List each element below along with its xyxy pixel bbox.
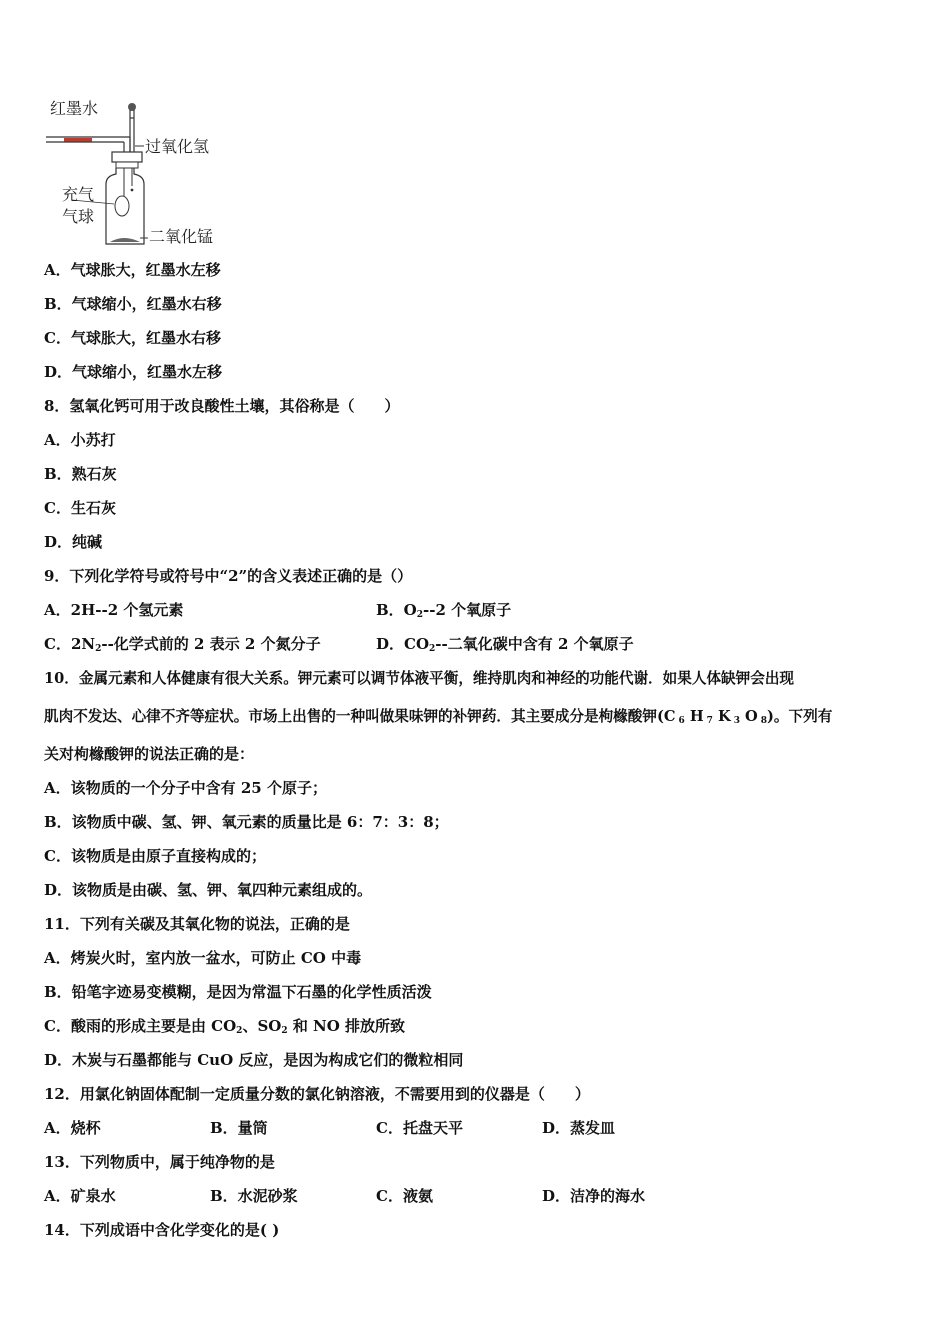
q12-option-b: B．量筒 [210, 1119, 268, 1137]
dropper-bulb [128, 103, 136, 111]
q12-option-a: A．烧杯 [44, 1119, 101, 1137]
q12-option-d: D．蒸发皿 [542, 1119, 616, 1137]
q13-option-b: B．水泥砂浆 [210, 1187, 298, 1205]
q8-option-d: D．纯碱 [44, 533, 103, 551]
q9-options-row-1 [44, 600, 924, 620]
label-red-ink: 红墨水 [50, 99, 99, 118]
q13-option-c: C．液氨 [376, 1187, 433, 1205]
q13-options-row [44, 1186, 924, 1206]
q10-stem-line-1: 10．金属元素和人体健康有很大关系。钾元素可以调节体液平衡，维持肌肉和神经的功能代谢．如果人体缺钾会出现 [44, 670, 795, 687]
q12-option-c: C．托盘天平 [376, 1119, 463, 1137]
q8-option-b: B．熟石灰 [44, 465, 117, 483]
label-hydrogen-peroxide: 过氧化氢 [145, 137, 210, 156]
q8-option-c: C．生石灰 [44, 499, 116, 517]
stopper [112, 152, 142, 162]
q10-stem-line-3: 关对枸橼酸钾的说法正确的是： [44, 745, 255, 763]
q11-option-c: C．酸雨的形成主要是由 $CO_2$、$SO_2$ 和 NO 排放所致 [44, 1017, 406, 1036]
q11-option-a: A．烤炭火时，室内放一盆水，可防止 CO 中毒 [44, 949, 362, 967]
q8-stem: 8．氢氧化钙可用于改良酸性土壤，其俗称是（ ） [44, 397, 400, 415]
q13-stem: 13．下列物质中，属于纯净物的是 [44, 1153, 275, 1171]
q7-option-b: B．气球缩小，红墨水右移 [44, 295, 222, 313]
red-ink-drop [64, 138, 92, 142]
q12-stem: 12．用氯化钠固体配制一定质量分数的氯化钠溶液，不需要用到的仪器是（ ） [44, 1085, 590, 1103]
q7-option-d: D．气球缩小，红墨水左移 [44, 363, 223, 381]
q9-option-a: A．2H--2 个氢元素 [44, 601, 184, 619]
q11-stem: 11．下列有关碳及其氧化物的说法，正确的是 [44, 915, 350, 933]
q9-option-c: C．$2N_2--$化学式前的 2 表示 2 个氮分子 [44, 635, 321, 654]
apparatus-diagram [44, 96, 234, 252]
label-balloon-2: 气球 [62, 207, 95, 226]
q10-option-c: C．该物质是由原子直接构成的； [44, 847, 266, 865]
q14-stem: 14．下列成语中含化学变化的是( ) [44, 1221, 280, 1239]
q9-options-row-2 [44, 634, 924, 654]
q9-option-b: B．$O_2--2$ 个氧原子 [376, 601, 512, 620]
q13-option-d: D．洁净的海水 [542, 1187, 646, 1205]
q13-option-a: A．矿泉水 [44, 1187, 116, 1205]
q9-stem: 9．下列化学符号或符号中“2”的含义表述正确的是（） [44, 567, 413, 585]
label-manganese-dioxide: 二氧化锰 [149, 227, 214, 246]
q10-option-d: D．该物质是由碳、氢、钾、氧四种元素组成的。 [44, 881, 373, 899]
q10-option-b: B．该物质中碳、氢、钾、氧元素的质量比是 6：7：3：8； [44, 813, 449, 831]
q7-option-c: C．气球胀大，红墨水右移 [44, 329, 221, 347]
mno2-powder [110, 238, 140, 242]
q11-option-d: D．木炭与石墨都能与 CuO 反应，是因为构成它们的微粒相同 [44, 1051, 464, 1069]
q11-option-b: B．铅笔字迹易变模糊，是因为常温下石墨的化学性质活泼 [44, 983, 432, 1001]
q10-stem-line-2: 肌肉不发达、心律不齐等症状。市场上出售的一种叫做果味钾的补钾药．其主要成分是枸橼酸钾($C_6$ $H_7$ $K_3$ $O_8$)。下列有 [44, 708, 833, 726]
q7-option-a: A．气球胀大，红墨水左移 [44, 261, 221, 279]
q10-option-a: A．该物质的一个分子中含有 25 个原子； [44, 779, 327, 797]
q9-option-d: D．$CO_2--$二氧化碳中含有 2 个氧原子 [376, 635, 634, 654]
q8-option-a: A．小苏打 [44, 431, 116, 449]
q12-options-row [44, 1118, 924, 1138]
balloon [115, 196, 129, 216]
label-balloon-1: 充气 [62, 185, 95, 204]
